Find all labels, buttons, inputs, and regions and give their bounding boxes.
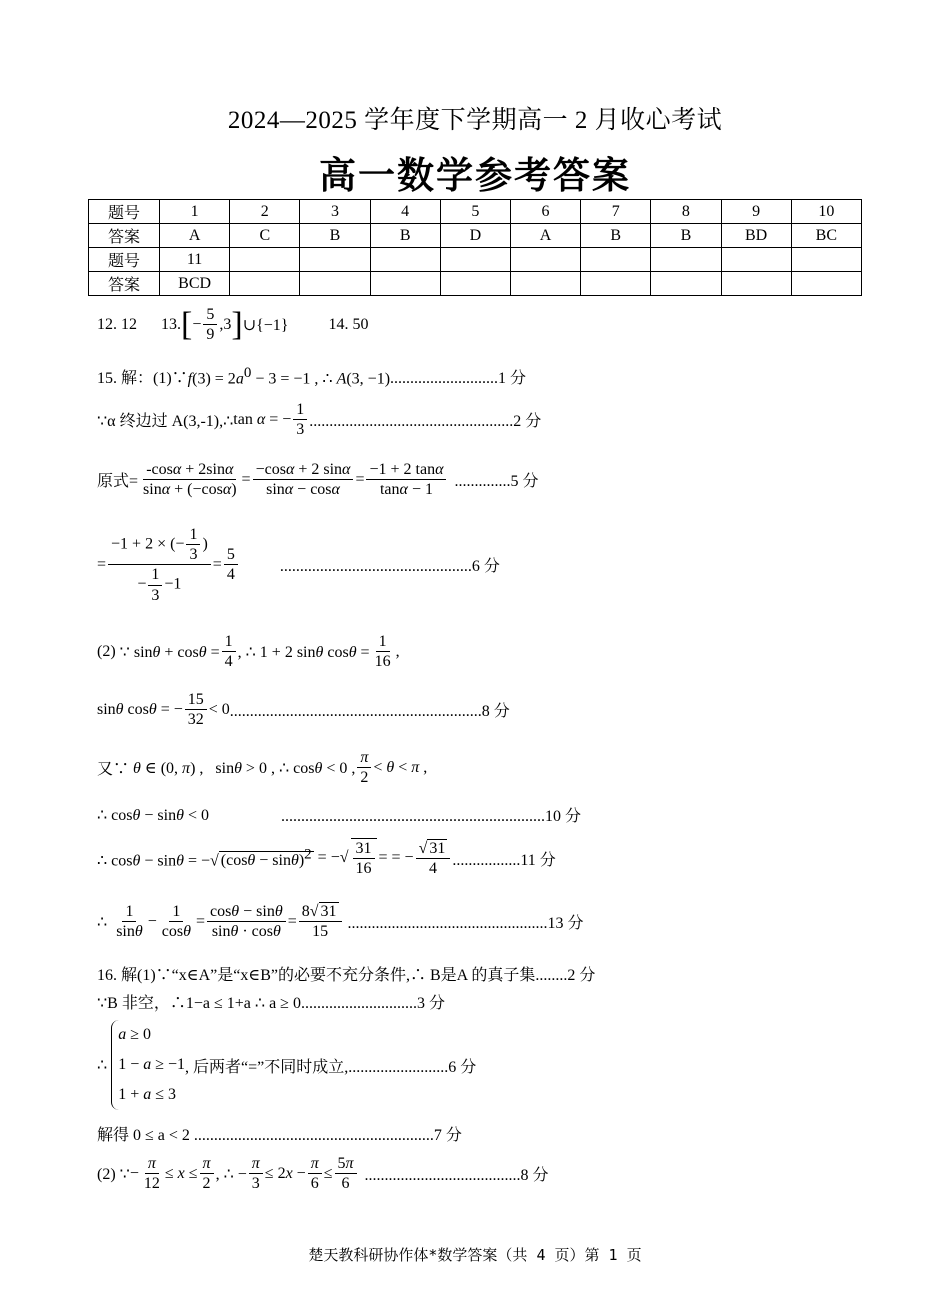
table-cell: A <box>510 224 580 248</box>
table-cell <box>300 272 370 296</box>
score-10: ..................................................................10 分 <box>280 808 581 825</box>
table-cell: BC <box>791 224 861 248</box>
score-13: ..................................................13 分 <box>347 915 584 933</box>
fill-in-answers: 12. 12 13. [ − $\frac{5}{9}$ ,3 ] ∪{−1} 14. 50 <box>97 305 369 344</box>
q13-fraction: $\frac{5}{9}$ <box>203 305 217 344</box>
q13-label: 13. <box>161 315 181 333</box>
row-label: 答案 <box>89 272 160 296</box>
inequality-system: a ≥ 0 1 − a ≥ −1 1 + a ≤ 3 <box>111 1020 185 1110</box>
answer-table <box>88 199 862 296</box>
score-1: ...........................1 分 <box>390 370 527 388</box>
score-5: ..............5 分 <box>454 473 539 491</box>
score-2: ...................................................2 分 <box>309 413 542 431</box>
row-label: 题号 <box>89 200 160 224</box>
table-cell <box>791 248 861 272</box>
table-cell <box>651 248 721 272</box>
table-cell: 6 <box>510 200 580 224</box>
score-3: .............................3 分 <box>300 995 445 1012</box>
table-cell <box>791 272 861 296</box>
score-2b: ........2 分 <box>535 967 596 984</box>
table-cell: D <box>440 224 510 248</box>
row-label: 答案 <box>89 224 160 248</box>
table-cell: BCD <box>160 272 230 296</box>
table-cell <box>581 248 651 272</box>
score-6: ................................................6 分 <box>279 558 500 576</box>
page-footer: 楚天教科研协作体*数学答案（共 4 页）第 1 页 <box>308 1246 642 1264</box>
q15-line-4: = −1 + 2 × (− $\frac{1}{3}$ ) − $\frac{1}{3}$ −1 = $\frac{5}{4}$ ................................................6 分 <box>97 526 500 604</box>
table-row <box>89 248 862 272</box>
table-cell <box>370 272 440 296</box>
score-8: ...............................................................8 分 <box>229 703 510 721</box>
q15-line-2: ∵α 终边过 A(3,-1),∴ tan α = − $\frac{1}{3}$ ...................................................2 分 <box>97 401 542 439</box>
q15-line-9: ∴ cosθ − sinθ = −√ $(\cos\theta - \sin\theta)^2$ = −√ $\frac{31}{16}$ = = − $\frac{√ 31}{4}$ .................11 分 <box>97 839 556 878</box>
table-cell: B <box>370 224 440 248</box>
row-label: 题号 <box>89 248 160 272</box>
table-cell: 11 <box>160 248 230 272</box>
table-cell <box>440 248 510 272</box>
table-cell: 10 <box>791 200 861 224</box>
page-title: 高一数学参考答案 <box>319 154 631 197</box>
table-cell: C <box>230 224 300 248</box>
q15-line-5: (2) ∵ sinθ + cosθ = $\frac{1}{4}$ , ∴ 1 + 2 sinθ cosθ = $\frac{1}{16}$ , <box>97 633 400 671</box>
q15-line-7: 又∵ θ ∈ (0, π) , sinθ > 0 , ∴ cosθ < 0 , $\frac{\pi}{2}$ < θ < π , <box>97 749 428 787</box>
q12-answer: 12. 12 <box>97 315 137 333</box>
table-cell: 4 <box>370 200 440 224</box>
q15-line-6: sinθ cosθ = − $\frac{15}{32}$ < 0 ...............................................................8 分 <box>97 691 510 729</box>
table-cell <box>510 248 580 272</box>
q15-line-10: ∴ $\frac{1}{\sin\theta}$ − $\frac{1}{\cos\theta}$ = $\frac{\cos\theta - \sin\theta}{\sin\theta \cdot \cos\theta}$ = $\frac{8√ 31}{15}$ ..................................................13 分 <box>97 903 584 941</box>
table-cell: A <box>160 224 230 248</box>
table-cell: 3 <box>300 200 370 224</box>
table-cell: 1 <box>160 200 230 224</box>
q16-line-2: ∵B 非空，∴1−a ≤ 1+a ∴ a ≥ 0 .............................3 分 <box>97 990 445 1013</box>
table-cell: 2 <box>230 200 300 224</box>
table-cell <box>510 272 580 296</box>
score-11: .................11 分 <box>452 851 556 869</box>
table-cell <box>230 248 300 272</box>
q16-line-4: 解得 0 ≤ a < 2 ............................................................7 分 <box>97 1122 462 1145</box>
q16-line-1: 16. 解(1)∵“x∈A”是“x∈B”的必要不充分条件,∴ B是A 的真子集 ........2 分 <box>97 962 595 985</box>
table-cell <box>300 248 370 272</box>
table-row <box>89 272 862 296</box>
exam-title: 2024—2025 学年度下学期高一 2 月收心考试 <box>227 107 723 134</box>
table-cell <box>230 272 300 296</box>
table-cell: B <box>581 224 651 248</box>
q16-line-3: ∴ a ≥ 0 1 − a ≥ −1 1 + a ≤ 3 , 后两者“=”不同时成立, .........................6 分 <box>97 1020 476 1110</box>
table-cell <box>370 248 440 272</box>
table-cell: 9 <box>721 200 791 224</box>
table-cell: 8 <box>651 200 721 224</box>
score-7: ............................................................7 分 <box>193 1127 462 1144</box>
table-cell: 5 <box>440 200 510 224</box>
q14-answer: 14. 50 <box>328 315 369 333</box>
table-row <box>89 200 862 224</box>
table-cell <box>721 248 791 272</box>
q15-line-3: 原式= $\frac{-\cos\alpha + 2\sin\alpha}{\sin\alpha + (-\cos\alpha)}$ = $\frac{-\cos\alpha + 2 \sin\alpha}{\sin\alpha - \cos\alpha}$ = $\frac{-1 + 2 \tan\alpha}{\tan\alpha - 1}$ ..............5 分 <box>97 461 539 499</box>
table-cell: B <box>651 224 721 248</box>
table-cell: 7 <box>581 200 651 224</box>
table-cell <box>651 272 721 296</box>
q15-line-1: 15. 解：(1)∵ $f(3) = 2a^0 - 3 = -1$ , ∴ A(3, −1) ...........................1 分 <box>97 365 527 388</box>
table-cell: BD <box>721 224 791 248</box>
table-cell <box>721 272 791 296</box>
table-cell: B <box>300 224 370 248</box>
table-cell <box>581 272 651 296</box>
table-row <box>89 224 862 248</box>
score-6b: .........................6 分 <box>348 1058 477 1076</box>
q15-line-8: ∴ cosθ − sinθ < 0 ..................................................................10 分 <box>97 803 581 826</box>
q16-line-5: (2) ∵ − $\frac{\pi}{12}$ ≤ x ≤ $\frac{\pi}{2}$ , ∴ − $\frac{\pi}{3}$ ≤ 2x − $\frac{\pi}{6}$ ≤ $\frac{5\pi}{6}$ .......................................8 分 <box>97 1155 549 1193</box>
table-cell <box>440 272 510 296</box>
score-8b: .......................................8 分 <box>364 1167 549 1185</box>
